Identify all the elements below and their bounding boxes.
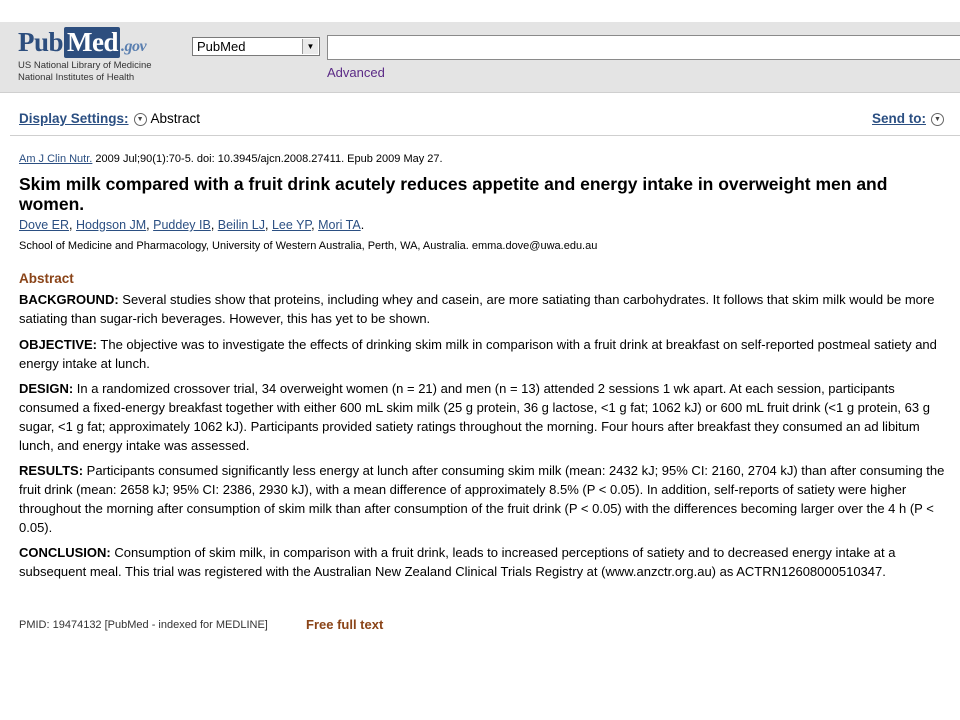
author-link[interactable]: Mori TA xyxy=(318,218,361,232)
database-select-value: PubMed xyxy=(197,39,246,54)
chevron-down-icon[interactable]: ▼ xyxy=(302,39,318,54)
section-label: BACKGROUND: xyxy=(19,292,119,307)
author-link[interactable]: Lee YP xyxy=(271,218,312,232)
logo-wordmark xyxy=(18,27,152,58)
section-text: Several studies show that proteins, including whey and casein, are more satiating than carbohydrates. It follows that skim milk would be more satiating than sugar-rich beverages. However, this has yet to be shown. xyxy=(19,292,935,326)
send-to xyxy=(872,111,948,126)
display-mode: Abstract xyxy=(150,111,201,126)
free-full-text-link[interactable]: Free full text xyxy=(306,617,384,632)
chevron-down-circle-icon[interactable]: ▼ xyxy=(134,113,147,126)
author-link[interactable]: Dove ER xyxy=(19,218,70,232)
logo-gov: .gov xyxy=(121,38,147,55)
logo-med: Med xyxy=(64,27,120,58)
abstract-design xyxy=(19,379,954,455)
display-settings xyxy=(19,111,200,126)
citation xyxy=(19,153,443,165)
section-label: DESIGN: xyxy=(19,381,74,396)
header-band xyxy=(0,22,960,93)
author-link[interactable]: Hodgson JM xyxy=(75,218,147,232)
divider xyxy=(10,135,960,136)
section-label: OBJECTIVE: xyxy=(19,337,98,352)
logo-line-nih: National Institutes of Health xyxy=(18,72,135,83)
search-input[interactable] xyxy=(327,35,960,60)
pmid: PMID: 19474132 [PubMed - indexed for MEDLINE] xyxy=(19,619,268,631)
section-label: CONCLUSION: xyxy=(19,545,111,560)
section-text: Participants consumed significantly less energy at lunch after consuming skim milk (mean: 2432 kJ; 95% CI: 2160, 2704 kJ) than after consuming the fruit drink (mean: 2658 kJ; 95% CI: 2386, 2930 kJ), with a mean difference of approximately 8.5% (P < 0.05). In addition, self-reports of satiety were higher throughout the morning after consumption of skim milk than after consumption of the fruit drink (P < 0.05) with the differences becoming larger over the 4 h (P < 0.05). xyxy=(19,463,945,535)
section-label: RESULTS: xyxy=(19,463,84,478)
author-link[interactable]: Beilin LJ xyxy=(217,218,266,232)
section-text: In a randomized crossover trial, 34 overweight women (n = 21) and men (n = 13) attended 2 sessions 1 wk apart. At each session, participants consumed a fixed-energy breakfast together with either 600 mL skim milk (25 g protein, 36 g lactose, <1 g fat; 1062 kJ) or 600 mL fruit drink (<1 g protein, 63 g sugar, <1 g fat; approximately 1062 kJ). Participants provided satiety ratings throughout the morning. Four hours after breakfast they consumed an ad libitum lunch, and energy intake was assessed. xyxy=(19,381,930,453)
abstract-results xyxy=(19,461,954,537)
author-link[interactable]: Puddey IB xyxy=(153,218,211,232)
abstract-heading: Abstract xyxy=(19,271,74,286)
advanced-search-link[interactable]: Advanced xyxy=(327,65,385,80)
logo-pub: Pub xyxy=(18,27,64,57)
chevron-down-circle-icon[interactable]: ▼ xyxy=(931,113,944,126)
affiliation: School of Medicine and Pharmacology, University of Western Australia, Perth, WA, Australia. emma.dove@uwa.edu.au xyxy=(19,240,598,252)
abstract-conclusion xyxy=(19,543,954,581)
section-text: The objective was to investigate the effects of drinking skim milk in comparison with a fruit drink at breakfast on self-reported postmeal satiety and energy intake at lunch. xyxy=(19,337,937,371)
author-list: Dove ER, Hodgson JM, Puddey IB, Beilin LJ, Lee YP, Mori TA. xyxy=(19,218,365,232)
abstract-background xyxy=(19,290,954,328)
journal-link[interactable]: Am J Clin Nutr. xyxy=(19,153,93,165)
send-to-link[interactable]: Send to: xyxy=(872,111,926,126)
database-select[interactable] xyxy=(192,37,320,56)
abstract-objective xyxy=(19,335,954,373)
logo-subtitle xyxy=(18,60,152,84)
logo-line-nlm: US National Library of Medicine xyxy=(18,60,152,71)
section-text: Consumption of skim milk, in comparison with a fruit drink, leads to increased perceptions of satiety and to decreased energy intake at a subsequent meal. This trial was registered with the Australian New Zealand Clinical Trials Registry at (www.anzctr.org.au) as ACTRN12608000510347. xyxy=(19,545,896,579)
article-title: Skim milk compared with a fruit drink acutely reduces appetite and energy intake in overweight men and women. xyxy=(19,174,888,214)
citation-details: 2009 Jul;90(1):70-5. doi: 10.3945/ajcn.2008.27411. Epub 2009 May 27. xyxy=(92,153,443,165)
display-settings-link[interactable]: Display Settings: xyxy=(19,111,129,126)
pubmed-logo[interactable] xyxy=(18,27,152,84)
